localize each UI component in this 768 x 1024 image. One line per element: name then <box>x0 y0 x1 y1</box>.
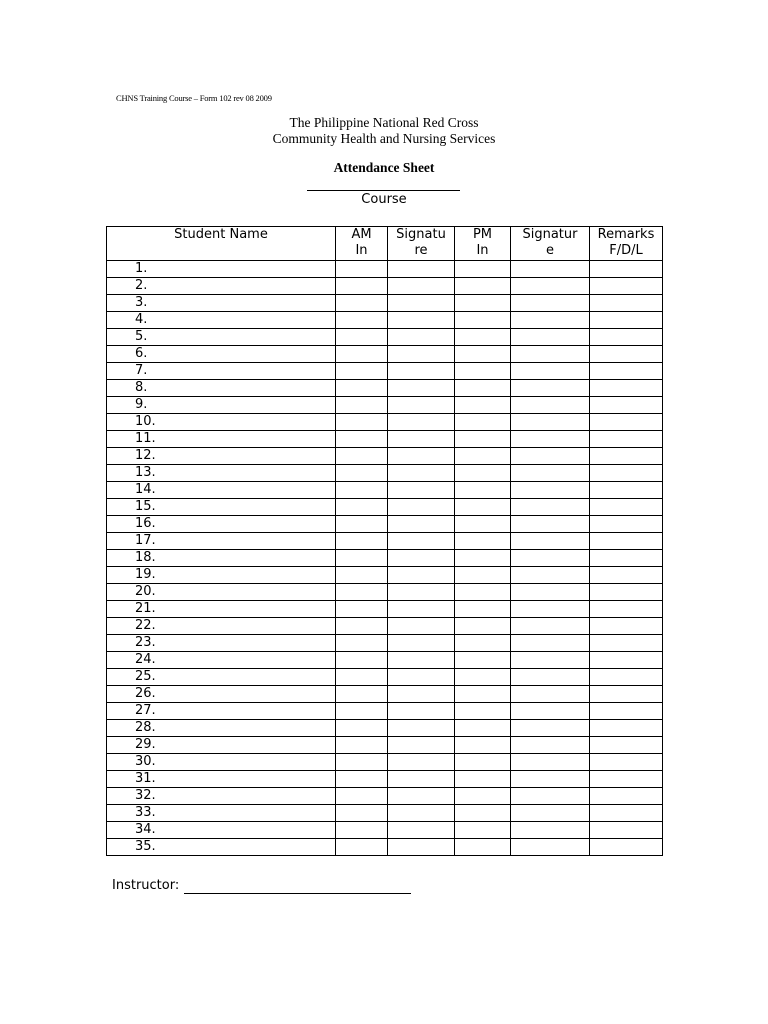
table-row <box>107 652 663 669</box>
pm-signature-cell[interactable] <box>511 822 590 839</box>
am-signature-cell[interactable] <box>388 346 455 363</box>
column-header-pm-in: PM In <box>455 227 511 261</box>
pm-in-cell[interactable] <box>455 516 511 533</box>
am-in-cell[interactable] <box>336 584 388 601</box>
student-name-cell: 3. <box>107 295 336 312</box>
table-row <box>107 601 663 618</box>
pm-signature-cell[interactable] <box>511 805 590 822</box>
am-in-cell[interactable] <box>336 839 388 856</box>
am-signature-cell[interactable] <box>388 822 455 839</box>
table-row <box>107 771 663 788</box>
am-in-cell[interactable] <box>336 754 388 771</box>
pm-in-cell[interactable] <box>455 346 511 363</box>
table-row <box>107 720 663 737</box>
pm-in-cell[interactable] <box>455 397 511 414</box>
am-signature-cell[interactable] <box>388 737 455 754</box>
remarks-cell[interactable] <box>590 278 663 295</box>
remarks-cell[interactable] <box>590 414 663 431</box>
pm-in-cell[interactable] <box>455 295 511 312</box>
pm-in-cell[interactable] <box>455 601 511 618</box>
pm-in-cell[interactable] <box>455 533 511 550</box>
pm-signature-cell[interactable] <box>511 567 590 584</box>
remarks-cell[interactable] <box>590 363 663 380</box>
am-in-cell[interactable] <box>336 261 388 278</box>
am-in-cell[interactable] <box>336 499 388 516</box>
am-signature-cell[interactable] <box>388 771 455 788</box>
pm-signature-cell[interactable] <box>511 720 590 737</box>
table-row <box>107 414 663 431</box>
remarks-cell[interactable] <box>590 618 663 635</box>
table-body <box>107 261 663 856</box>
pm-in-cell[interactable] <box>455 329 511 346</box>
pm-in-cell[interactable] <box>455 703 511 720</box>
remarks-cell[interactable] <box>590 261 663 278</box>
organization-department: Community Health and Nursing Services <box>272 131 496 146</box>
table-row <box>107 482 663 499</box>
am-signature-cell[interactable] <box>388 788 455 805</box>
am-in-cell[interactable] <box>336 465 388 482</box>
pm-signature-cell[interactable] <box>511 499 590 516</box>
pm-in-cell[interactable] <box>455 737 511 754</box>
form-code: CHNS Training Course – Form 102 rev 08 2009 <box>116 93 272 103</box>
am-signature-cell[interactable] <box>388 635 455 652</box>
table-row <box>107 363 663 380</box>
pm-in-cell[interactable] <box>455 754 511 771</box>
pm-in-cell[interactable] <box>455 669 511 686</box>
pm-in-cell[interactable] <box>455 686 511 703</box>
pm-in-cell[interactable] <box>455 414 511 431</box>
table-row <box>107 550 663 567</box>
am-signature-cell[interactable] <box>388 465 455 482</box>
remarks-cell[interactable] <box>590 516 663 533</box>
pm-signature-cell[interactable] <box>511 397 590 414</box>
pm-in-cell[interactable] <box>455 635 511 652</box>
am-signature-cell[interactable] <box>388 482 455 499</box>
pm-signature-cell[interactable] <box>511 465 590 482</box>
student-name-cell: 22. <box>107 618 336 635</box>
remarks-cell[interactable] <box>590 465 663 482</box>
student-name-cell: 34. <box>107 822 336 839</box>
am-in-cell[interactable] <box>336 686 388 703</box>
pm-in-cell[interactable] <box>455 363 511 380</box>
am-in-cell[interactable] <box>336 431 388 448</box>
student-name-cell: 14. <box>107 482 336 499</box>
table-row <box>107 397 663 414</box>
am-in-cell[interactable] <box>336 397 388 414</box>
pm-signature-cell[interactable] <box>511 652 590 669</box>
am-in-cell[interactable] <box>336 533 388 550</box>
table-row <box>107 754 663 771</box>
am-in-cell[interactable] <box>336 720 388 737</box>
pm-in-cell[interactable] <box>455 788 511 805</box>
student-name-cell: 32. <box>107 788 336 805</box>
am-signature-cell[interactable] <box>388 380 455 397</box>
table-row <box>107 584 663 601</box>
student-name-cell: 11. <box>107 431 336 448</box>
remarks-cell[interactable] <box>590 839 663 856</box>
am-signature-cell[interactable] <box>388 839 455 856</box>
column-header-pm-signature: Signatur e <box>511 227 590 261</box>
table-row <box>107 788 663 805</box>
student-name-cell: 16. <box>107 516 336 533</box>
pm-signature-cell[interactable] <box>511 771 590 788</box>
remarks-cell[interactable] <box>590 448 663 465</box>
student-name-cell: 10. <box>107 414 336 431</box>
am-in-cell[interactable] <box>336 771 388 788</box>
remarks-cell[interactable] <box>590 346 663 363</box>
pm-signature-cell[interactable] <box>511 346 590 363</box>
am-signature-cell[interactable] <box>388 261 455 278</box>
table-row <box>107 499 663 516</box>
remarks-cell[interactable] <box>590 312 663 329</box>
student-name-cell: 21. <box>107 601 336 618</box>
pm-in-cell[interactable] <box>455 805 511 822</box>
am-in-cell[interactable] <box>336 669 388 686</box>
table-row <box>107 635 663 652</box>
table-row <box>107 703 663 720</box>
am-signature-cell[interactable] <box>388 703 455 720</box>
am-signature-cell[interactable] <box>388 669 455 686</box>
table-row <box>107 686 663 703</box>
remarks-cell[interactable] <box>590 584 663 601</box>
am-in-cell[interactable] <box>336 448 388 465</box>
table-row <box>107 329 663 346</box>
am-signature-cell[interactable] <box>388 397 455 414</box>
am-signature-cell[interactable] <box>388 431 455 448</box>
pm-in-cell[interactable] <box>455 448 511 465</box>
student-name-cell: 13. <box>107 465 336 482</box>
student-name-cell: 6. <box>107 346 336 363</box>
am-in-cell[interactable] <box>336 414 388 431</box>
pm-signature-cell[interactable] <box>511 278 590 295</box>
table-row <box>107 295 663 312</box>
pm-in-cell[interactable] <box>455 771 511 788</box>
remarks-cell[interactable] <box>590 482 663 499</box>
instructor-blank-line <box>184 893 411 894</box>
table-row <box>107 431 663 448</box>
am-signature-cell[interactable] <box>388 329 455 346</box>
student-name-cell: 18. <box>107 550 336 567</box>
pm-in-cell[interactable] <box>455 618 511 635</box>
remarks-cell[interactable] <box>590 397 663 414</box>
am-signature-cell[interactable] <box>388 652 455 669</box>
pm-signature-cell[interactable] <box>511 380 590 397</box>
am-signature-cell[interactable] <box>388 448 455 465</box>
am-in-cell[interactable] <box>336 346 388 363</box>
remarks-cell[interactable] <box>590 822 663 839</box>
am-in-cell[interactable] <box>336 703 388 720</box>
am-in-cell[interactable] <box>336 635 388 652</box>
student-name-cell: 23. <box>107 635 336 652</box>
pm-signature-cell[interactable] <box>511 329 590 346</box>
pm-signature-cell[interactable] <box>511 839 590 856</box>
remarks-cell[interactable] <box>590 737 663 754</box>
table-row <box>107 516 663 533</box>
student-name-cell: 17. <box>107 533 336 550</box>
remarks-cell[interactable] <box>590 703 663 720</box>
am-in-cell[interactable] <box>336 737 388 754</box>
pm-in-cell[interactable] <box>455 465 511 482</box>
page-title: Attendance Sheet <box>333 160 435 175</box>
instructor-label: Instructor: <box>112 878 180 893</box>
pm-signature-cell[interactable] <box>511 788 590 805</box>
table-row <box>107 448 663 465</box>
remarks-cell[interactable] <box>590 601 663 618</box>
pm-signature-cell[interactable] <box>511 482 590 499</box>
am-signature-cell[interactable] <box>388 550 455 567</box>
student-name-cell: 33. <box>107 805 336 822</box>
am-in-cell[interactable] <box>336 278 388 295</box>
student-name-cell: 2. <box>107 278 336 295</box>
remarks-cell[interactable] <box>590 431 663 448</box>
pm-in-cell[interactable] <box>455 652 511 669</box>
student-name-cell: 29. <box>107 737 336 754</box>
am-signature-cell[interactable] <box>388 312 455 329</box>
course-label: Course <box>361 192 407 207</box>
am-in-cell[interactable] <box>336 482 388 499</box>
table-row <box>107 346 663 363</box>
student-name-cell: 1. <box>107 261 336 278</box>
remarks-cell[interactable] <box>590 669 663 686</box>
student-name-cell: 12. <box>107 448 336 465</box>
am-in-cell[interactable] <box>336 618 388 635</box>
pm-signature-cell[interactable] <box>511 737 590 754</box>
am-in-cell[interactable] <box>336 363 388 380</box>
am-signature-cell[interactable] <box>388 363 455 380</box>
pm-signature-cell[interactable] <box>511 686 590 703</box>
am-signature-cell[interactable] <box>388 584 455 601</box>
attendance-table <box>106 226 663 856</box>
table-row <box>107 380 663 397</box>
remarks-cell[interactable] <box>590 771 663 788</box>
am-signature-cell[interactable] <box>388 601 455 618</box>
table-row <box>107 839 663 856</box>
student-name-cell: 35. <box>107 839 336 856</box>
am-signature-cell[interactable] <box>388 295 455 312</box>
student-name-cell: 19. <box>107 567 336 584</box>
pm-in-cell[interactable] <box>455 567 511 584</box>
table-row <box>107 533 663 550</box>
student-name-cell: 24. <box>107 652 336 669</box>
pm-signature-cell[interactable] <box>511 295 590 312</box>
column-header-student-name: Student Name <box>107 227 336 261</box>
am-in-cell[interactable] <box>336 822 388 839</box>
table-row <box>107 822 663 839</box>
table-row <box>107 312 663 329</box>
remarks-cell[interactable] <box>590 754 663 771</box>
remarks-cell[interactable] <box>590 533 663 550</box>
am-in-cell[interactable] <box>336 516 388 533</box>
course-blank-line <box>307 190 460 191</box>
am-in-cell[interactable] <box>336 567 388 584</box>
column-header-remarks: Remarks F/D/L <box>590 227 663 261</box>
student-name-cell: 8. <box>107 380 336 397</box>
table-row <box>107 805 663 822</box>
pm-signature-cell[interactable] <box>511 618 590 635</box>
remarks-cell[interactable] <box>590 686 663 703</box>
pm-signature-cell[interactable] <box>511 635 590 652</box>
am-signature-cell[interactable] <box>388 499 455 516</box>
am-signature-cell[interactable] <box>388 516 455 533</box>
pm-signature-cell[interactable] <box>511 533 590 550</box>
pm-in-cell[interactable] <box>455 261 511 278</box>
pm-in-cell[interactable] <box>455 380 511 397</box>
pm-in-cell[interactable] <box>455 499 511 516</box>
pm-in-cell[interactable] <box>455 720 511 737</box>
remarks-cell[interactable] <box>590 329 663 346</box>
student-name-cell: 28. <box>107 720 336 737</box>
remarks-cell[interactable] <box>590 635 663 652</box>
table-header-row <box>107 227 663 261</box>
pm-signature-cell[interactable] <box>511 584 590 601</box>
pm-in-cell[interactable] <box>455 839 511 856</box>
organization-name: The Philippine National Red Cross <box>289 115 479 130</box>
pm-in-cell[interactable] <box>455 584 511 601</box>
am-in-cell[interactable] <box>336 652 388 669</box>
am-signature-cell[interactable] <box>388 414 455 431</box>
am-signature-cell[interactable] <box>388 805 455 822</box>
pm-in-cell[interactable] <box>455 822 511 839</box>
remarks-cell[interactable] <box>590 788 663 805</box>
student-name-cell: 15. <box>107 499 336 516</box>
table-row <box>107 618 663 635</box>
pm-signature-cell[interactable] <box>511 363 590 380</box>
student-name-cell: 4. <box>107 312 336 329</box>
pm-signature-cell[interactable] <box>511 431 590 448</box>
student-name-cell: 27. <box>107 703 336 720</box>
am-signature-cell[interactable] <box>388 686 455 703</box>
am-signature-cell[interactable] <box>388 533 455 550</box>
am-signature-cell[interactable] <box>388 720 455 737</box>
remarks-cell[interactable] <box>590 499 663 516</box>
am-in-cell[interactable] <box>336 788 388 805</box>
am-in-cell[interactable] <box>336 550 388 567</box>
remarks-cell[interactable] <box>590 550 663 567</box>
am-in-cell[interactable] <box>336 312 388 329</box>
am-signature-cell[interactable] <box>388 618 455 635</box>
pm-signature-cell[interactable] <box>511 261 590 278</box>
remarks-cell[interactable] <box>590 652 663 669</box>
student-name-cell: 25. <box>107 669 336 686</box>
table-row <box>107 465 663 482</box>
pm-signature-cell[interactable] <box>511 669 590 686</box>
table-row <box>107 669 663 686</box>
student-name-cell: 20. <box>107 584 336 601</box>
pm-signature-cell[interactable] <box>511 516 590 533</box>
table-row <box>107 567 663 584</box>
am-in-cell[interactable] <box>336 329 388 346</box>
pm-in-cell[interactable] <box>455 550 511 567</box>
student-name-cell: 26. <box>107 686 336 703</box>
am-signature-cell[interactable] <box>388 754 455 771</box>
pm-in-cell[interactable] <box>455 431 511 448</box>
pm-in-cell[interactable] <box>455 312 511 329</box>
pm-signature-cell[interactable] <box>511 448 590 465</box>
column-header-am-signature: Signatu re <box>388 227 455 261</box>
remarks-cell[interactable] <box>590 567 663 584</box>
pm-signature-cell[interactable] <box>511 550 590 567</box>
pm-signature-cell[interactable] <box>511 601 590 618</box>
pm-in-cell[interactable] <box>455 482 511 499</box>
pm-in-cell[interactable] <box>455 278 511 295</box>
student-name-cell: 9. <box>107 397 336 414</box>
pm-signature-cell[interactable] <box>511 312 590 329</box>
am-in-cell[interactable] <box>336 601 388 618</box>
student-name-cell: 7. <box>107 363 336 380</box>
remarks-cell[interactable] <box>590 805 663 822</box>
pm-signature-cell[interactable] <box>511 414 590 431</box>
pm-signature-cell[interactable] <box>511 754 590 771</box>
table-row <box>107 261 663 278</box>
am-signature-cell[interactable] <box>388 567 455 584</box>
remarks-cell[interactable] <box>590 295 663 312</box>
student-name-cell: 5. <box>107 329 336 346</box>
am-in-cell[interactable] <box>336 295 388 312</box>
remarks-cell[interactable] <box>590 380 663 397</box>
column-header-am-in: AM In <box>336 227 388 261</box>
remarks-cell[interactable] <box>590 720 663 737</box>
am-in-cell[interactable] <box>336 805 388 822</box>
am-signature-cell[interactable] <box>388 278 455 295</box>
am-in-cell[interactable] <box>336 380 388 397</box>
table-row <box>107 737 663 754</box>
student-name-cell: 31. <box>107 771 336 788</box>
table-row <box>107 278 663 295</box>
pm-signature-cell[interactable] <box>511 703 590 720</box>
student-name-cell: 30. <box>107 754 336 771</box>
